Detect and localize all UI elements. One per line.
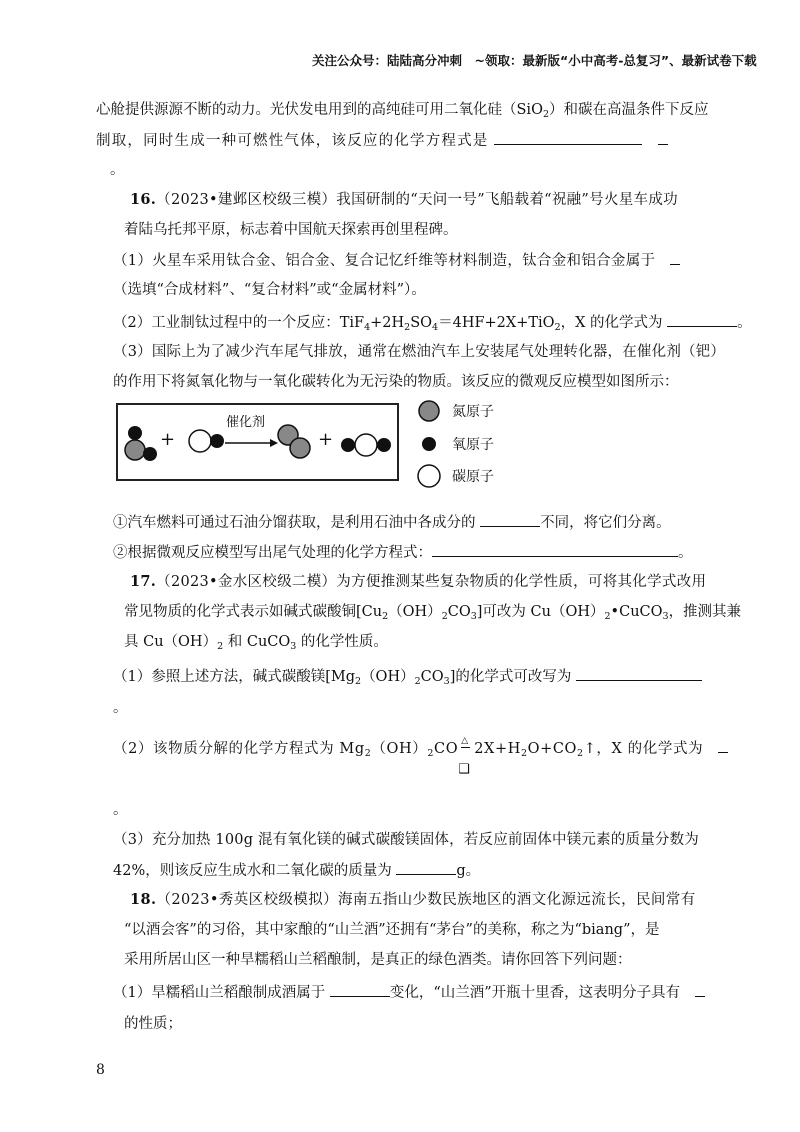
plus-sign: + [160, 429, 176, 450]
oxygen-atom [377, 438, 391, 452]
heat-icon: △ [461, 736, 469, 746]
answer-blank[interactable] [494, 130, 642, 145]
q17-stem-line-3: 具 $Cu(OH)_2$ 和 CuCO$_3$ 的化学性质。 [124, 634, 388, 652]
q17-stem-line-2: 常见物质的化学式表示如碱式碳酸铜$[Cu_2(OH)_2CO_3]$可改为 $Cu(OH)_2•CuCO_3$，推测其兼 [124, 604, 742, 622]
q16-item-1: ①汽车燃料可通过石油分馏获取，是利用石油中各成分的 不同，将它们分离。 [113, 512, 671, 533]
q18-stem-line-1: 18.（2023•秀英区校级模拟）海南五指山少数民族地区的酒文化源远流长，民间常有 [130, 891, 696, 908]
q17-sub3-line-2: 42%，则该反应生成水和二氧化碳的质量为 g。 [113, 860, 480, 881]
q16-sub1-line-2: （选填“合成材料”、“复合材料”或“金属材料”）。 [113, 282, 426, 298]
answer-blank[interactable] [396, 860, 456, 875]
q16-stem-line-1: 16.（2023•建邺区校级三模）我国研制的“天问一号”飞船载着“祝融”号火星车成功 [130, 191, 678, 208]
nitrogen-atom [290, 438, 310, 458]
q17-stem-line-1: 17.（2023•金水区校级二模）为方便推测某些复杂物质的化学性质，可将其化学式改用 [130, 573, 707, 590]
reaction-model-diagram [116, 403, 399, 481]
q16-sub2: （2）工业制钛过程中的一个反应：$TiF_4+2H_2SO_4=4HF+2X+TiO_2$，X 的化学式为 。 [113, 312, 752, 333]
q17-sub3-line-1: （3）充分加热 100g 混有氧化镁的碱式碳酸镁固体，若反应前固体中镁元素的质量分数为 [113, 832, 699, 848]
answer-blank[interactable] [330, 982, 390, 997]
question-number: 17. [130, 573, 157, 590]
reaction-condition [458, 736, 474, 777]
q18-stem-line-3: 采用所居山区一种旱糯稻山兰稻酿制，是真正的绿色酒类。请你回答下列问题： [124, 952, 632, 968]
q16-sub3-line-2: 的作用下将氮氧化物与一氧化碳转化为无污染的物质。该反应的微观反应模型如图所示： [113, 374, 679, 390]
question-number: 16. [130, 191, 157, 208]
placeholder-box-icon: ❑ [458, 762, 471, 777]
q15-line-2: 制取，同时生成一种可燃性气体，该反应的化学方程式是 [96, 130, 668, 151]
answer-blank[interactable] [480, 512, 540, 527]
oxygen-atom [210, 434, 224, 448]
oxygen-atom-symbol [422, 437, 436, 451]
carbon-atom-symbol [418, 465, 440, 487]
q17-sub1: （1）参照上述方法，碱式碳酸镁$[Mg_2(OH)_2CO_3]$的化学式可改写为 [113, 666, 702, 687]
q18-sub1-line-1: （1）旱糯稻山兰稻酿制成酒属于 变化，“山兰酒”开瓶十里香，这表明分子具有 [113, 982, 705, 1003]
q18-stem-line-2: “以酒会客”的习俗，其中家酿的“山兰酒”还拥有“茅台”的美称，称之为“biang”，是 [124, 922, 660, 938]
answer-blank[interactable] [432, 542, 678, 557]
nitrogen-atom [125, 440, 145, 460]
answer-blank[interactable] [695, 982, 705, 997]
page-number: 8 [96, 1062, 105, 1078]
legend-nitrogen: 氮原子 [452, 404, 494, 420]
q16-item-2: ②根据微观反应模型写出尾气处理的化学方程式： 。 [113, 542, 693, 563]
oxygen-atom [341, 438, 355, 452]
q17-sub2-end: 。 [113, 802, 128, 818]
carbon-atom [355, 434, 377, 456]
answer-blank[interactable] [658, 130, 668, 145]
answer-blank[interactable] [670, 250, 680, 265]
answer-blank[interactable] [576, 666, 702, 681]
oxygen-atom [143, 447, 157, 461]
carbon-atom [189, 430, 211, 452]
q15-line-3: 。 [110, 162, 125, 178]
q17-sub2: （2）该物质分解的化学方程式为 $Mg_2(OH)_2CO$ △ ❑ $2X+H_2O+CO_2↑$，X 的化学式为 [113, 738, 728, 759]
q16-sub1-line-1: （1）火星车采用钛合金、铝合金、复合记忆纤维等材料制造，钛合金和铝合金属于 [113, 250, 680, 271]
question-number: 18. [130, 891, 157, 908]
q17-sub1-end: 。 [113, 700, 128, 716]
legend-symbols [414, 396, 444, 492]
plus-sign: + [318, 429, 334, 450]
answer-blank[interactable] [718, 738, 728, 753]
equation-bar [461, 747, 470, 748]
catalyst-label: 催化剂 [226, 415, 266, 430]
oxygen-atom [128, 426, 142, 440]
q18-sub1-line-2: 的性质； [124, 1016, 182, 1032]
nitrogen-atom-symbol [419, 401, 439, 421]
q15-line-1: 心舱提供源源不断的动力。光伏发电用到的高纯硅可用二氧化硅（SiO$_2$）和碳在高温条件下反应 [96, 102, 709, 120]
q16-sub3-line-1: （3）国际上为了减少汽车尾气排放，通常在燃油汽车上安装尾气处理转化器，在催化剂（钯） [113, 344, 726, 360]
answer-blank[interactable] [667, 312, 737, 327]
page-header: 关注公众号：陆陆高分冲刺 ~领取：最新版“小中高考-总复习”、最新试卷下载 [312, 53, 757, 68]
legend-carbon: 碳原子 [452, 469, 494, 485]
atom-legend [414, 396, 524, 492]
arrow-head-icon [270, 439, 278, 447]
q16-stem-line-2: 着陆乌托邦平原，标志着中国航天探索再创里程碑。 [124, 222, 458, 238]
legend-oxygen: 氧原子 [452, 437, 494, 453]
